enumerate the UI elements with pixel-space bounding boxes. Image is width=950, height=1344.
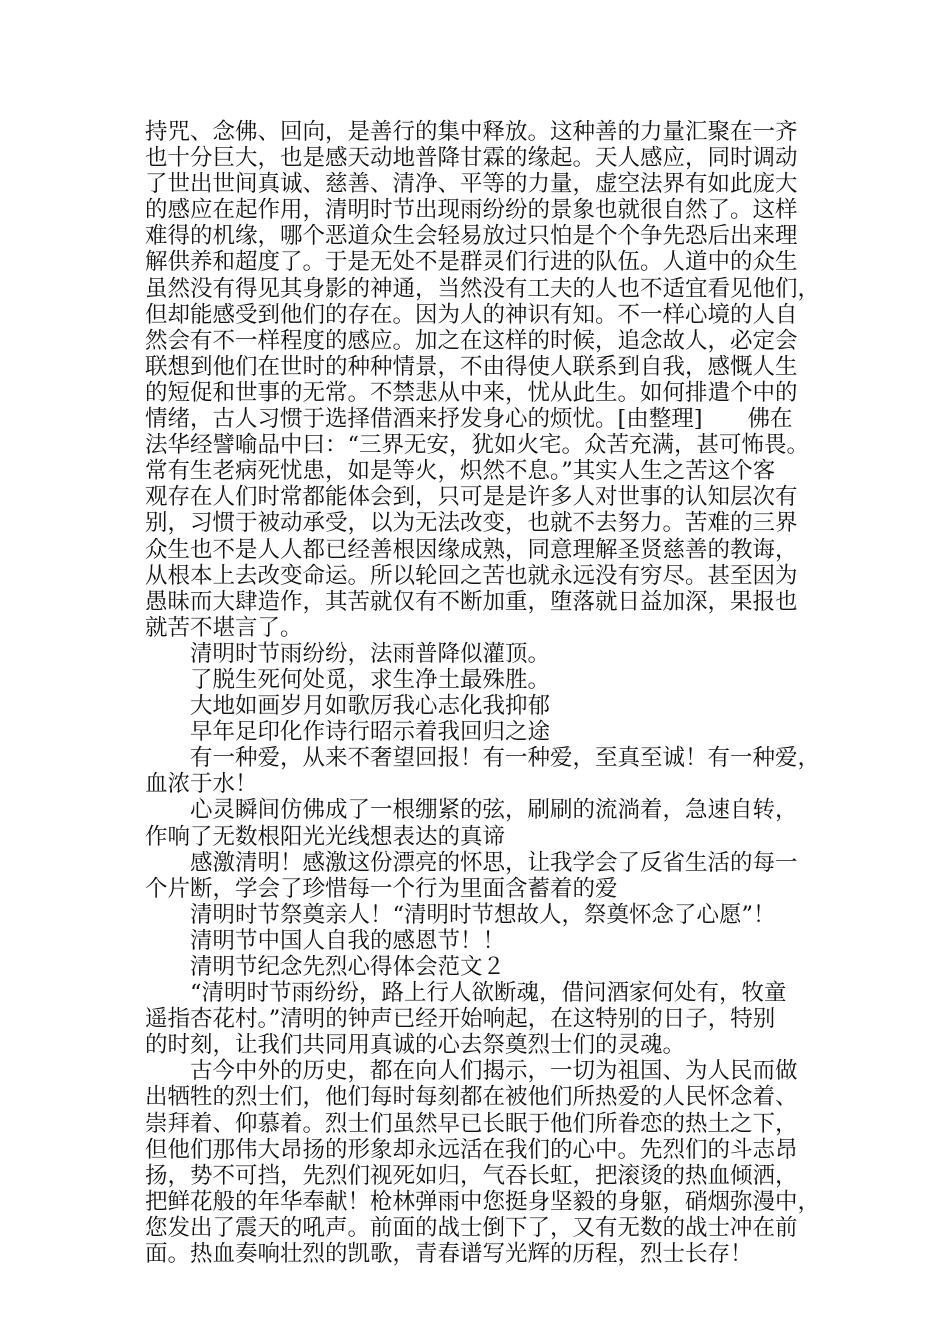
text-line: 从根本上去改变命运。所以轮回之苦也就永远没有穷尽。甚至因为 [145, 562, 798, 589]
text-line: 清明节中国人自我的感恩节！！ [145, 927, 506, 954]
text-line: 感激清明！感激这份漂亮的怀思，让我学会了反省生活的每一 [145, 849, 798, 876]
text-line: 出牺牲的烈士们，他们每时每刻都在被他们所热爱的人民怀念着、 [145, 1084, 798, 1111]
text-line: 的感应在起作用，清明时节出现雨纷纷的景象也就很自然了。这样 [145, 197, 798, 224]
text-line: 崇拜着、仰慕着。烈士们虽然早已长眠于他们所眷恋的热土之下， [145, 1110, 798, 1137]
text-line: 古今中外的历史，都在向人们揭示，一切为祖国、为人民而做 [145, 1058, 798, 1085]
text-line: 愚昧而大肆造作，其苦就仅有不断加重，堕落就日益加深，果报也 [145, 588, 798, 615]
text-line: 面。热血奏响壮烈的凯歌，青春谱写光辉的历程，烈士长存！ [145, 1241, 753, 1268]
text-line: 扬，势不可挡，先烈们视死如归，气吞长虹，把滚烫的热血倾洒， [145, 1162, 798, 1189]
document-body [145, 119, 833, 1267]
text-line: 的短促和世事的无常。不禁悲从中来，忧从此生。如何排遣个中的 [145, 379, 798, 406]
poem-line: 清明时节雨纷纷，法雨普降似灌顶。 [145, 640, 551, 667]
text-line: 遥指杏花村。”清明的钟声已经开始响起，在这特别的日子，特别 [145, 1006, 776, 1033]
text-line: 联想到他们在世时的种种情景，不由得使人联系到自我，感慨人生 [145, 353, 798, 380]
text-line: 心灵瞬间仿佛成了一根绷紧的弦，刷刷的流淌着，急速自转， [145, 797, 798, 824]
text-line: 清明时节祭奠亲人！“清明时节想故人，祭奠怀念了心愿”！ [145, 901, 776, 928]
text-line: 个片断，学会了珍惜每一个行为里面含蓄着的爱 [145, 875, 618, 902]
text-line: 观存在人们时常都能体会到，只可是是许多人对世事的认知层次有 [145, 484, 798, 511]
text-line: 把鲜花般的年华奉献！枪林弹雨中您挺身坚毅的身躯，硝烟弥漫中， [145, 1188, 821, 1215]
text-line: 也十分巨大，也是感天动地普降甘霖的缘起。天人感应，同时调动 [145, 145, 798, 172]
text-line: 但他们那伟大昂扬的形象却永远活在我们的心中。先烈们的斗志昂 [145, 1136, 798, 1163]
text-line: 难得的机缘，哪个恶道众生会轻易放过只怕是个个争先恐后出来理 [145, 223, 798, 250]
text-line: “清明时节雨纷纷，路上行人欲断魂，借问酒家何处有，牧童 [145, 980, 787, 1007]
poem-line: 了脱生死何处觅，求生净土最殊胜。 [145, 666, 551, 693]
text-line: 情绪，古人习惯于选择借酒来抒发身心的烦忧。[由整理] 佛在 [145, 406, 793, 433]
text-line: 的时刻，让我们共同用真诚的心去祭奠烈士们的灵魂。 [145, 1032, 686, 1059]
poem-line: 早年足印化作诗行昭示着我回归之途 [145, 719, 551, 746]
text-line: 持咒、念佛、回向，是善行的集中释放。这种善的力量汇聚在一齐 [145, 119, 798, 145]
text-line: 有一种爱，从来不奢望回报！有一种爱，至真至诚！有一种爱， [145, 745, 821, 772]
text-line: 别，习惯于被动承受，以为无法改变，也就不去努力。苦难的三界 [145, 510, 798, 537]
text-line: 然会有不一样程度的感应。加之在这样的时候，追念故人，必定会 [145, 327, 798, 354]
text-line: 就苦不堪言了。 [145, 614, 303, 641]
poem-line: 大地如画岁月如歌厉我心志化我抑郁 [145, 693, 551, 720]
text-line: 法华经譬喻品中曰：“三界无安，犹如火宅。众苦充满，甚可怖畏。 [145, 432, 810, 459]
text-line: 您发出了震天的吼声。前面的战士倒下了，又有无数的战士冲在前 [145, 1214, 798, 1241]
text-line: 常有生老病死忧患，如是等火，炽然不息。”其实人生之苦这个客 [145, 458, 776, 485]
text-line: 作响了无数根阳光光线想表达的真谛 [145, 823, 506, 850]
text-line: 但却能感受到他们的存在。因为人的神识有知。不一样心境的人自 [145, 301, 798, 328]
text-line: 众生也不是人人都已经善根因缘成熟，同意理解圣贤慈善的教诲， [145, 536, 798, 563]
text-line: 血浓于水！ [145, 771, 258, 798]
text-line: 虽然没有得见其身影的神通，当然没有工夫的人也不适宜看见他们， [145, 275, 821, 302]
text-line: 了世出世间真诚、慈善、清净、平等的力量，虚空法界有如此庞大 [145, 171, 798, 198]
section-heading: 清明节纪念先烈心得体会范文２ [145, 954, 506, 980]
text-line: 解供养和超度了。于是无处不是群灵们行进的队伍。人道中的众生 [145, 249, 798, 276]
